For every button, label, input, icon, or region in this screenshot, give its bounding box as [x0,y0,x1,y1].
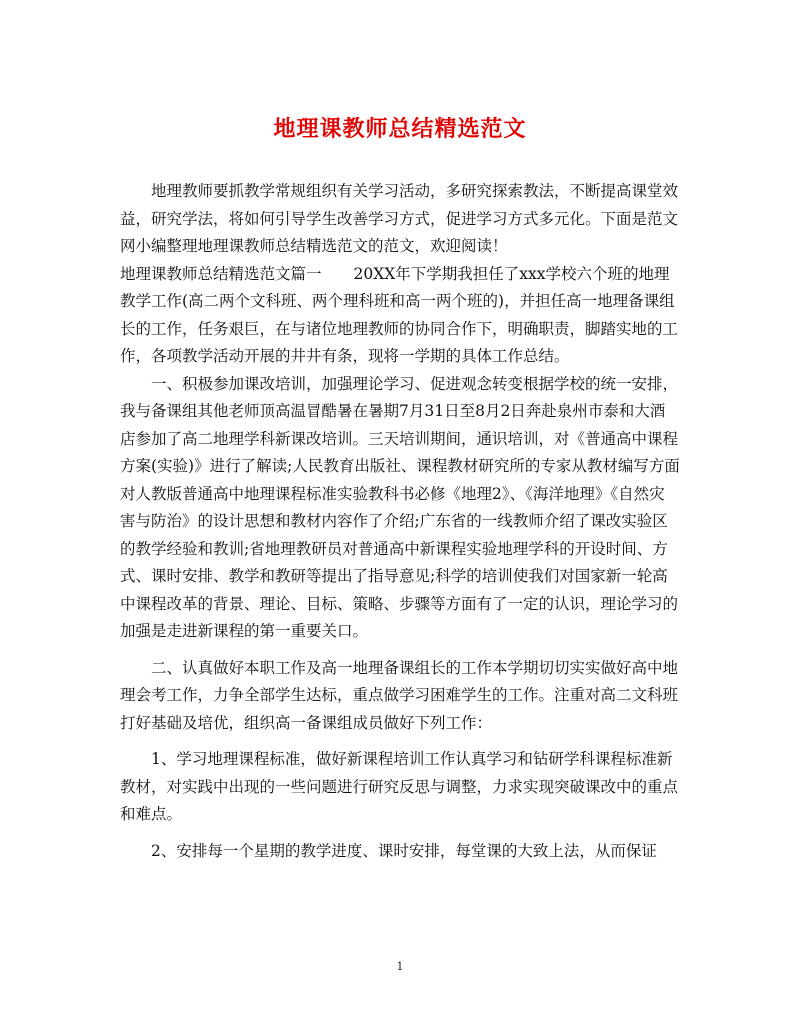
paragraph-1: 一、积极参加课改培训，加强理论学习、促进观念转变根据学校的统一安排，我与备课组其他老师顶高温冒酷暑在暑期7月31日至8月2日奔赴泉州市泰和大酒店参加了高二地理学科新课改培训。三天培训期间，通识培训，对《普通高中课程方案(实验)》进行了解读;人民教育出版社、课程教材研究所的专家从教材编写方面对人教版普通高中地理课程标准实验教科书必修《地理2》、《海洋地理》《自然灾害与防治》的设计思想和教材内容作了介绍;广东省的一线教师介绍了课改实验区的教学经验和教训;省地理教研员对普通高中新课程实验地理学科的开设时间、方式、课时安排、教学和教研等提出了指导意见;科学的培训使我们对国家新一轮高中课程改革的背景、理论、目标、策略、步骤等方面有了一定的认识，理论学习的加强是走进新课程的第一重要关口。 [120,374,680,640]
document-body [120,178,680,865]
intro-paragraph: 地理教师要抓教学常规组织有关学习活动，多研究探索教法，不断提高课堂效益，研究学法，将如何引导学生改善学习方式，促进学习方式多元化。下面是范文网小编整理地理课教师总结精选范文的范文，欢迎阅读！ [120,182,679,255]
page-number: 1 [396,960,404,973]
section-heading: 地理课教师总结精选范文篇一 [120,264,322,283]
paragraph-3: 1、学习地理课程标准，做好新课程培训工作认真学习和钻研学科课程标准新教材，对实践中出现的一些问题进行研究反思与调整，力求实现突破课改中的重点和难点。 [120,750,679,823]
paragraph-2: 二、认真做好本职工作及高一地理备课组长的工作本学期切切实实做好高中地理会考工作，力争全部学生达标，重点做学习困难学生的工作。注重对高二文科班打好基础及培优，组织高一备课组成员做好下列工作： [120,658,679,732]
paragraph-4: 2、安排每一个星期的教学进度、课时安排，每堂课的大致上法，从而保证 [151,841,657,860]
section-paragraph [120,261,680,371]
section-intro: 20XX年下学期我担任了xxx学校六个班的地理教学工作(高二两个文科班、两个理科班和高一两个班的)，并担任高一地理备课组长的工作，任务艰巨，在与诸位地理教师的协同合作下，明确职责，脚踏实地的工作，各项教学活动开展的井井有条，现将一学期的具体工作总结。 [120,264,679,365]
document-title: 地理课教师总结精选范文 [273,116,527,142]
